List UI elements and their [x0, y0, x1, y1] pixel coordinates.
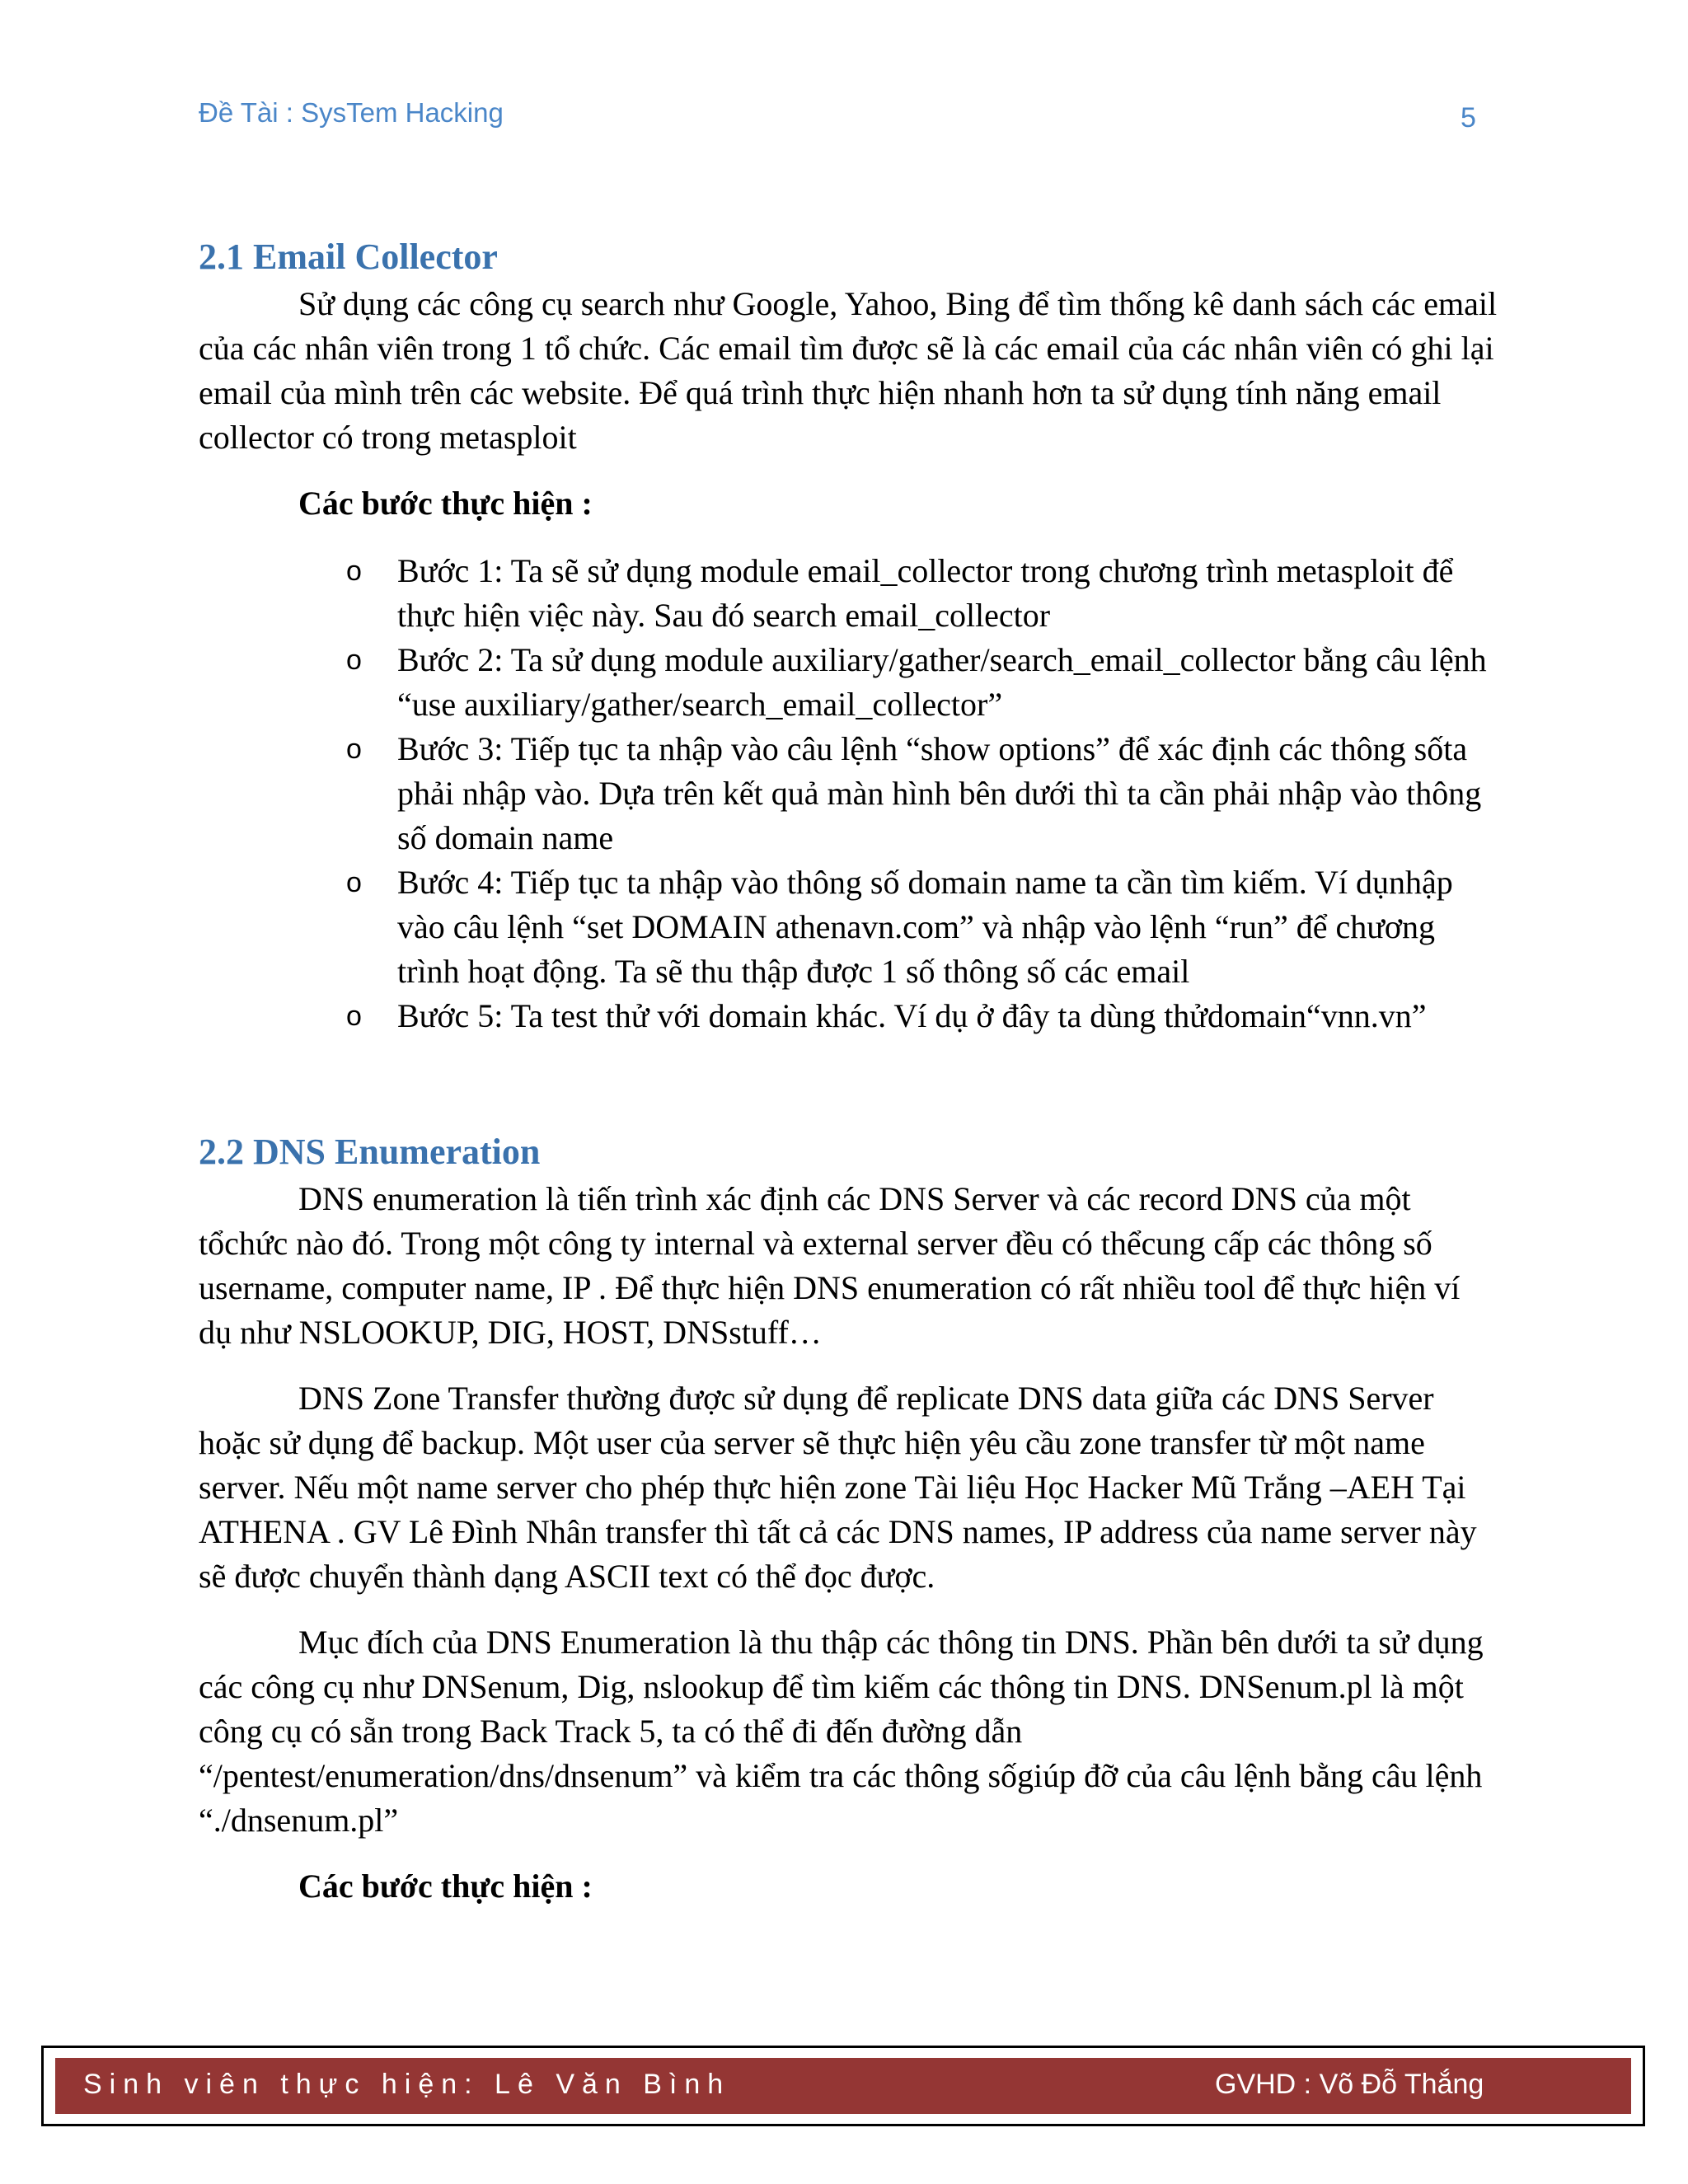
bullet-icon: o [346, 867, 362, 898]
section-heading-dns-enumeration: 2.2 DNS Enumeration [199, 1132, 541, 1172]
list-item [346, 727, 1501, 860]
step-text: Bước 2: Ta sử dụng module auxiliary/gather/search_email_collector bằng câu lệnh “use auxiliary/gather/search_email_collector” [397, 641, 1487, 723]
section-spacer [199, 1038, 1501, 1127]
paragraph-email-collector: Sử dụng các công cụ search như Google, Yahoo, Bing để tìm thống kê danh sách các email của các nhân viên trong 1 tổ chức. Các email tìm được sẽ là các email của các nhân viên có ghi lại email của mình trên các website. Để quá trình thực hiện nhanh hơn ta sử dụng tính năng email collector có trong metasploit [199, 285, 1498, 456]
steps-heading: Các bước thực hiện : [298, 485, 593, 522]
footer-student: Sinh viên thực hiện: Lê Văn Bình [83, 2069, 731, 2100]
step-text: Bước 5: Ta test thử với domain khác. Ví dụ ở đây ta dùng thửdomain“vnn.vn” [397, 997, 1427, 1034]
bullet-icon: o [346, 1001, 362, 1032]
section-heading-email-collector: 2.1 Email Collector [199, 237, 498, 277]
list-item [346, 638, 1501, 727]
bullet-icon: o [346, 644, 362, 676]
page-number: 5 [1461, 102, 1476, 134]
paragraph-dns-purpose: Mục đích của DNS Enumeration là thu thập các thông tin DNS. Phần bên dưới ta sử dụng các công cụ như DNSenum, Dig, nslookup để tìm kiếm các thông tin DNS. DNSenum.pl là một công cụ có sẵn trong Back Track 5, ta có thể đi đến đường dẫn “/pentest/enumeration/dns/dnsenum” và kiểm tra các thông sốgiúp đỡ của câu lệnh bằng câu lệnh “./dnsenum.pl” [199, 1624, 1484, 1839]
list-item [346, 994, 1501, 1038]
step-text: Bước 3: Tiếp tục ta nhập vào câu lệnh “show options” để xác định các thông sốta phải nhập vào. Dựa trên kết quả màn hình bên dưới thì ta cần phải nhập vào thông số domain name [397, 730, 1482, 856]
steps-list [199, 549, 1501, 1038]
page-content [199, 232, 1501, 1932]
paragraph-zone-transfer: DNS Zone Transfer thường được sử dụng để replicate DNS data giữa các DNS Server hoặc sử dụng để backup. Một user của server sẽ thực hiện yêu cầu zone transfer từ một name server. Nếu một name server cho phép thực hiện zone Tài liệu Học Hacker Mũ Trắng –AEH Tại ATHENA . GV Lê Đình Nhân transfer thì tất cả các DNS names, IP address của name server này sẽ được chuyển thành dạng ASCII text có thể đọc được. [199, 1380, 1477, 1595]
footer [41, 2046, 1645, 2126]
footer-advisor: GVHD : Võ Đỗ Thắng [1215, 2069, 1484, 2100]
list-item [346, 549, 1501, 638]
paragraph-dns-enumeration: DNS enumeration là tiến trình xác định các DNS Server và các record DNS của một tổchức nào đó. Trong một công ty internal và external server đều có thểcung cấp các thông số username, computer name, IP . Để thực hiện DNS enumeration có rất nhiều tool để thực hiện ví dụ như NSLOOKUP, DIG, HOST, DNSstuff… [199, 1180, 1461, 1351]
step-text: Bước 4: Tiếp tục ta nhập vào thông số domain name ta cần tìm kiếm. Ví dụnhập vào câu lệnh “set DOMAIN athenavn.com” và nhập vào lệnh “run” để chương trình hoạt động. Ta sẽ thu thập được 1 số thông số các email [397, 864, 1453, 990]
footer-band [55, 2058, 1631, 2114]
steps-heading: Các bước thực hiện : [298, 1868, 593, 1905]
header-title: Đề Tài : SysTem Hacking [199, 97, 504, 128]
bullet-icon: o [346, 733, 362, 765]
step-text: Bước 1: Ta sẽ sử dụng module email_collector trong chương trình metasploit để thực hiện việc này. Sau đó search email_collector [397, 552, 1454, 634]
list-item [346, 860, 1501, 994]
bullet-icon: o [346, 555, 362, 587]
